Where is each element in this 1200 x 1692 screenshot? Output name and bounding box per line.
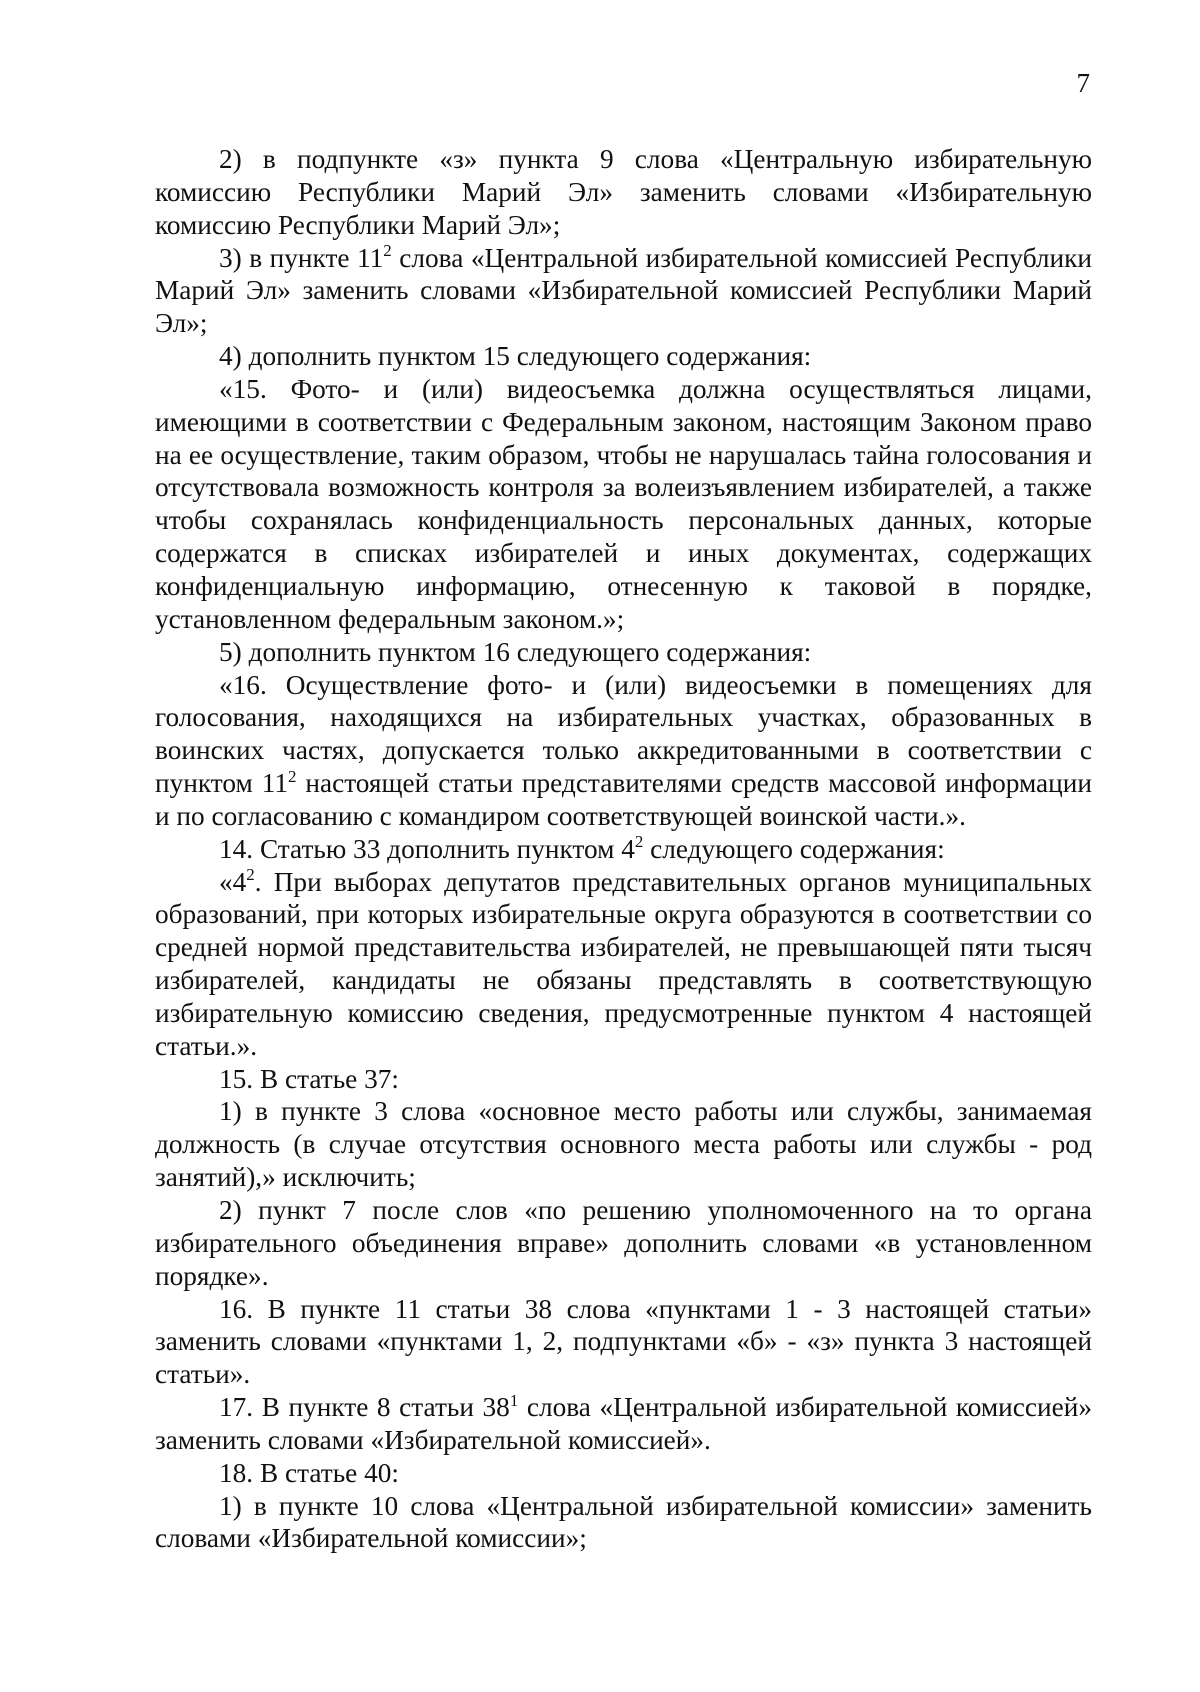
superscript: 2: [246, 865, 255, 885]
paragraph: [155, 866, 1092, 1063]
paragraph: [155, 373, 1092, 636]
paragraph: [155, 1194, 1092, 1293]
superscript: 1: [509, 1390, 519, 1410]
paragraph-text: «4: [219, 866, 247, 897]
paragraph-text: 4) дополнить пунктом 15 следующего содержания:: [219, 341, 812, 372]
paragraph: [155, 1293, 1092, 1392]
paragraph: [155, 636, 1092, 669]
paragraph-text: 15. В статье 37:: [219, 1063, 399, 1094]
paragraph-text: слова «Центральной избирательной комиссией» заменить словами «Избирательной комиссией».: [155, 1392, 1092, 1455]
paragraph: [155, 1391, 1092, 1457]
paragraph-text: . При выборах депутатов представительных органов муниципальных образований, при которых избирательные округа образуются в соответствии со средней нормой представительства избирателей, не превышающей пяти тысяч избирателей, кандидаты не обязаны представлять в соответствующую избирательную комиссию сведения, предусмотренные пунктом 4 настоящей статьи.».: [155, 866, 1092, 1061]
document-body: [155, 143, 1092, 1555]
paragraph: [155, 1457, 1092, 1490]
paragraph-text: следующего содержания:: [643, 833, 945, 864]
paragraph-text: настоящей статьи представителями средств массовой информации и по согласованию с командиром соответствующей воинской части.».: [155, 768, 1092, 831]
paragraph-text: 3) в пункте 11: [219, 242, 384, 273]
paragraph: [155, 833, 1092, 866]
paragraph: [155, 242, 1092, 341]
paragraph-text: 2) в подпункте «з» пункта 9 слова «Центральную избирательную комиссию Республики Марий Эл» заменить словами «Избирательную комиссию Республики Марий Эл»;: [155, 144, 1092, 240]
paragraph-text: 14. Статью 33 дополнить пунктом 4: [219, 833, 635, 864]
paragraph-text: 16. В пункте 11 статьи 38 слова «пунктами 1 - 3 настоящей статьи» заменить словами «пунктами 1, 2, подпунктами «б» - «з» пункта 3 настоящей статьи».: [155, 1293, 1092, 1390]
page-number: 7: [1076, 68, 1090, 98]
paragraph: [155, 669, 1092, 833]
paragraph-text: 18. В статье 40:: [219, 1457, 399, 1488]
superscript: 2: [634, 832, 644, 852]
paragraph: [155, 1490, 1092, 1556]
paragraph-text: 1) в пункте 3 слова «основное место работы или службы, занимаемая должность (в случае отсутствия основного места работы или службы - род занятий),» исключить;: [155, 1096, 1092, 1193]
paragraph-text: «15. Фото- и (или) видеосъемка должна осуществляться лицами, имеющими в соответствии с Федеральным законом, настоящим Законом право на ее осуществление, таким образом, чтобы не нарушалась тайна голосования и отсутствовала возможность контроля за волеизъявлением избирателей, а также чтобы сохранялась конфиденциальность персональных данных, которые содержатся в списках избирателей и иных документах, содержащих конфиденциальную информацию, отнесенную к таковой в порядке, установленном федеральным законом.»;: [155, 373, 1092, 634]
paragraph-text: 2) пункт 7 после слов «по решению уполномоченного на то органа избирательного объединения вправе» дополнить словами «в установленном порядке».: [155, 1195, 1092, 1291]
paragraph-text: 5) дополнить пунктом 16 следующего содержания:: [219, 636, 812, 667]
paragraph-text: «16. Осуществление фото- и (или) видеосъемки в помещениях для голосования, находящихся на избирательных участках, образованных в воинских частях, допускается только аккредитованными в соответствии с пунктом 11: [155, 669, 1092, 799]
paragraph-text: 17. В пункте 8 статьи 38: [219, 1392, 510, 1423]
paragraph: [155, 340, 1092, 373]
superscript: 2: [287, 766, 297, 786]
paragraph-text: 1) в пункте 10 слова «Центральной избирательной комиссии» заменить словами «Избирательной комиссии»;: [155, 1490, 1092, 1554]
paragraph: [155, 1063, 1092, 1096]
paragraph: [155, 1095, 1092, 1194]
paragraph: [155, 143, 1092, 242]
paragraph-text: слова «Центральной избирательной комиссией Республики Марий Эл» заменить словами «Избирательной комиссией Республики Марий Эл»;: [155, 242, 1092, 339]
superscript: 2: [383, 241, 392, 261]
